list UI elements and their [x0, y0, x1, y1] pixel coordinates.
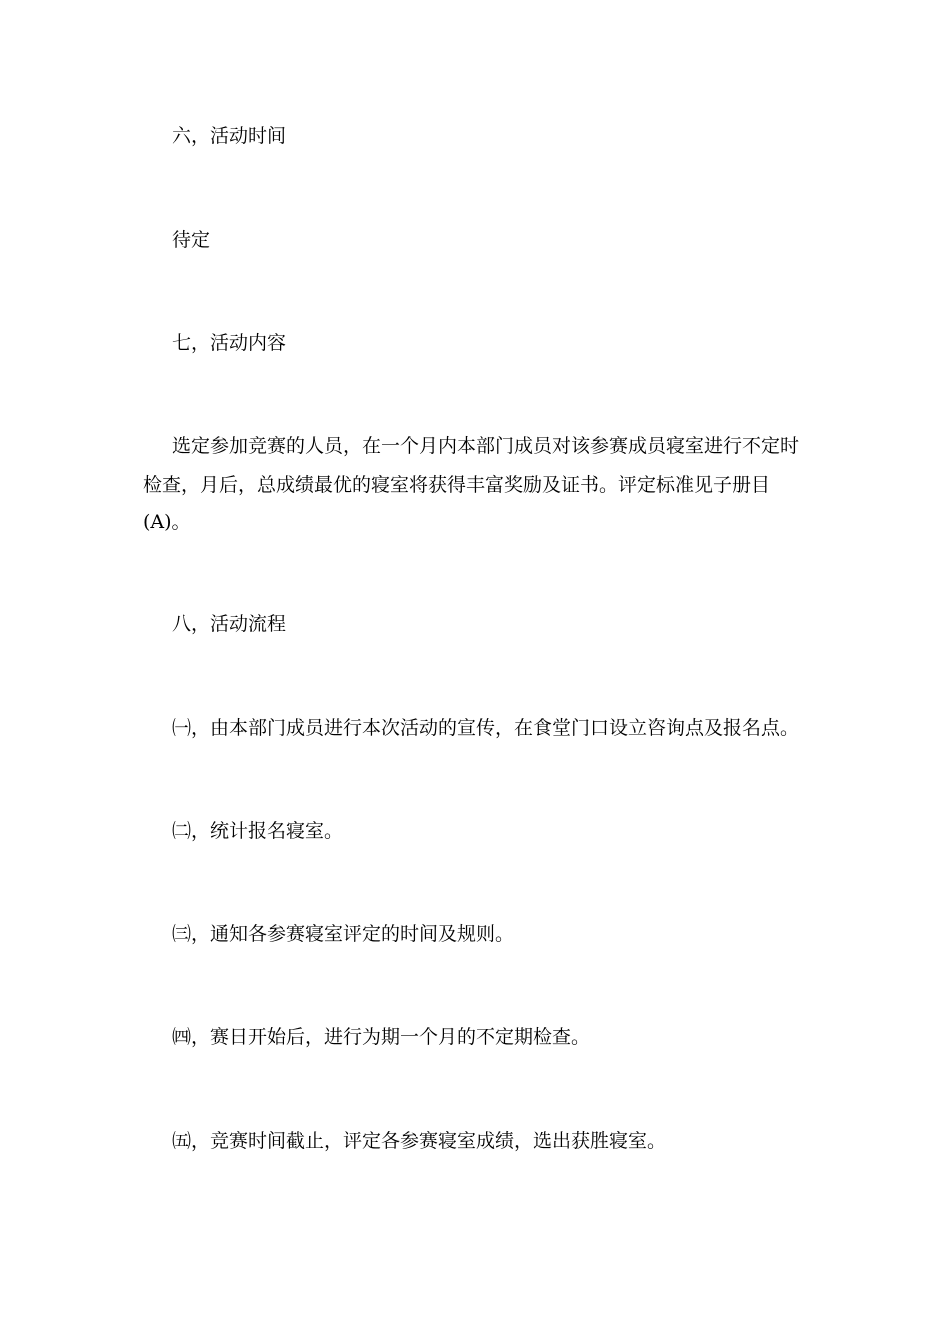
flow-step-4: ㈣，赛日开始后，进行为期一个月的不定期检查。 — [172, 1026, 591, 1048]
section-six-heading: 六，活动时间 — [172, 125, 287, 147]
section-seven-body-line-1: 选定参加竞赛的人员，在一个月内本部门成员对该参赛成员寝室进行不定时 — [172, 435, 800, 457]
section-seven-heading: 七，活动内容 — [172, 332, 287, 354]
section-eight-heading: 八，活动流程 — [172, 613, 287, 635]
flow-step-1: ㈠，由本部门成员进行本次活动的宣传，在食堂门口设立咨询点及报名点。 — [172, 717, 800, 739]
flow-step-3: ㈢，通知各参赛寝室评定的时间及规则。 — [172, 923, 515, 945]
section-seven-body-line-3: (A)。 — [143, 511, 191, 533]
flow-step-2: ㈡，统计报名寝室。 — [172, 820, 344, 842]
flow-step-5: ㈤，竞赛时间截止，评定各参赛寝室成绩，选出获胜寝室。 — [172, 1130, 667, 1152]
section-seven-body-line-2: 检查，月后，总成绩最优的寝室将获得丰富奖励及证书。评定标准见子册目 — [143, 474, 771, 496]
section-six-body: 待定 — [172, 229, 211, 251]
